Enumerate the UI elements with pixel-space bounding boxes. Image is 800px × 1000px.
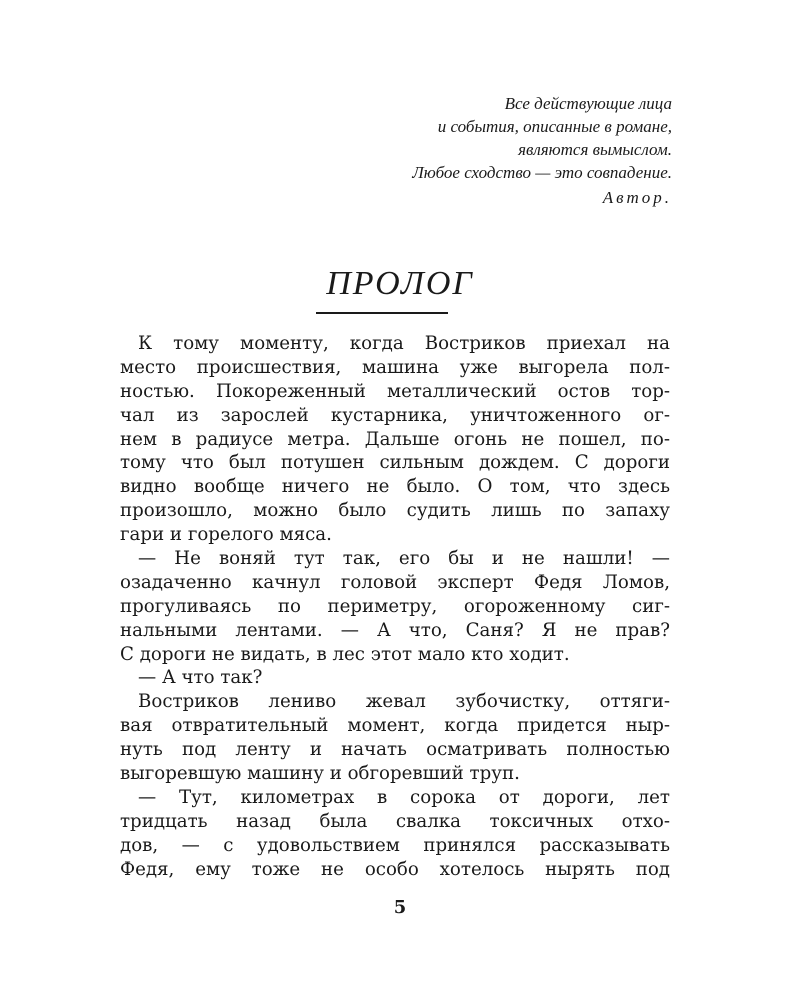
text-line: видно вообще ничего не было. О том, что здесь <box>120 476 670 498</box>
text-line: ностью. Покореженный металлический остов тор- <box>120 380 670 402</box>
epigraph-line: Любое сходство — это совпадение. <box>412 163 672 182</box>
text-line: С дороги не видать, в лес этот мало кто ходит. <box>120 643 570 665</box>
text-line: вая отвратительный момент, когда придется ныр- <box>120 715 670 737</box>
text-line: дов, — с удовольствием принялся рассказывать <box>120 834 670 856</box>
epigraph <box>252 92 672 209</box>
text-line: произошло, можно было судить лишь по запаху <box>120 500 670 522</box>
text-line: Востриков лениво жевал зубочистку, оттяги- <box>138 691 670 713</box>
epigraph-line: и события, описанные в романе, <box>437 117 672 136</box>
epigraph-line: Все действующие лица <box>504 94 672 113</box>
text-line: выгоревшую машину и обгоревший труп. <box>120 763 520 785</box>
text-line: чал из зарослей кустарника, уничтоженного ог- <box>120 404 670 426</box>
page-number: 5 <box>393 897 407 918</box>
text-line: Федя, ему тоже не особо хотелось нырять под <box>120 858 670 880</box>
text-line: — А что так? <box>138 667 263 689</box>
text-line: — Тут, километрах в сорока от дороги, лет <box>138 786 670 808</box>
text-line: тому что был потушен сильным дождем. С дороги <box>120 452 670 474</box>
text-line: нуть под ленту и начать осматривать полностью <box>120 739 670 761</box>
text-line: тридцать назад была свалка токсичных отхо- <box>120 810 670 832</box>
text-line: место происшествия, машина уже выгорела пол- <box>120 356 670 378</box>
text-line: нем в радиусе метра. Дальше огонь не пошел, по- <box>120 428 670 450</box>
epigraph-author: Автор. <box>602 188 672 207</box>
text-line: гари и горелого мяса. <box>120 524 332 546</box>
text-line: прогуливаясь по периметру, огороженному сиг- <box>120 595 670 617</box>
epigraph-line: являются вымыслом. <box>518 140 672 159</box>
title-underline <box>316 312 448 314</box>
text-line: — Не воняй тут так, его бы и не нашли! — <box>138 548 670 570</box>
text-line: озадаченно качнул головой эксперт Федя Ломов, <box>120 571 670 593</box>
chapter-title: ПРОЛОГ <box>326 265 474 302</box>
text-line: К тому моменту, когда Востриков приехал на <box>138 333 670 354</box>
body-text <box>120 332 670 881</box>
text-line: нальными лентами. — А что, Саня? Я не прав? <box>120 619 670 641</box>
